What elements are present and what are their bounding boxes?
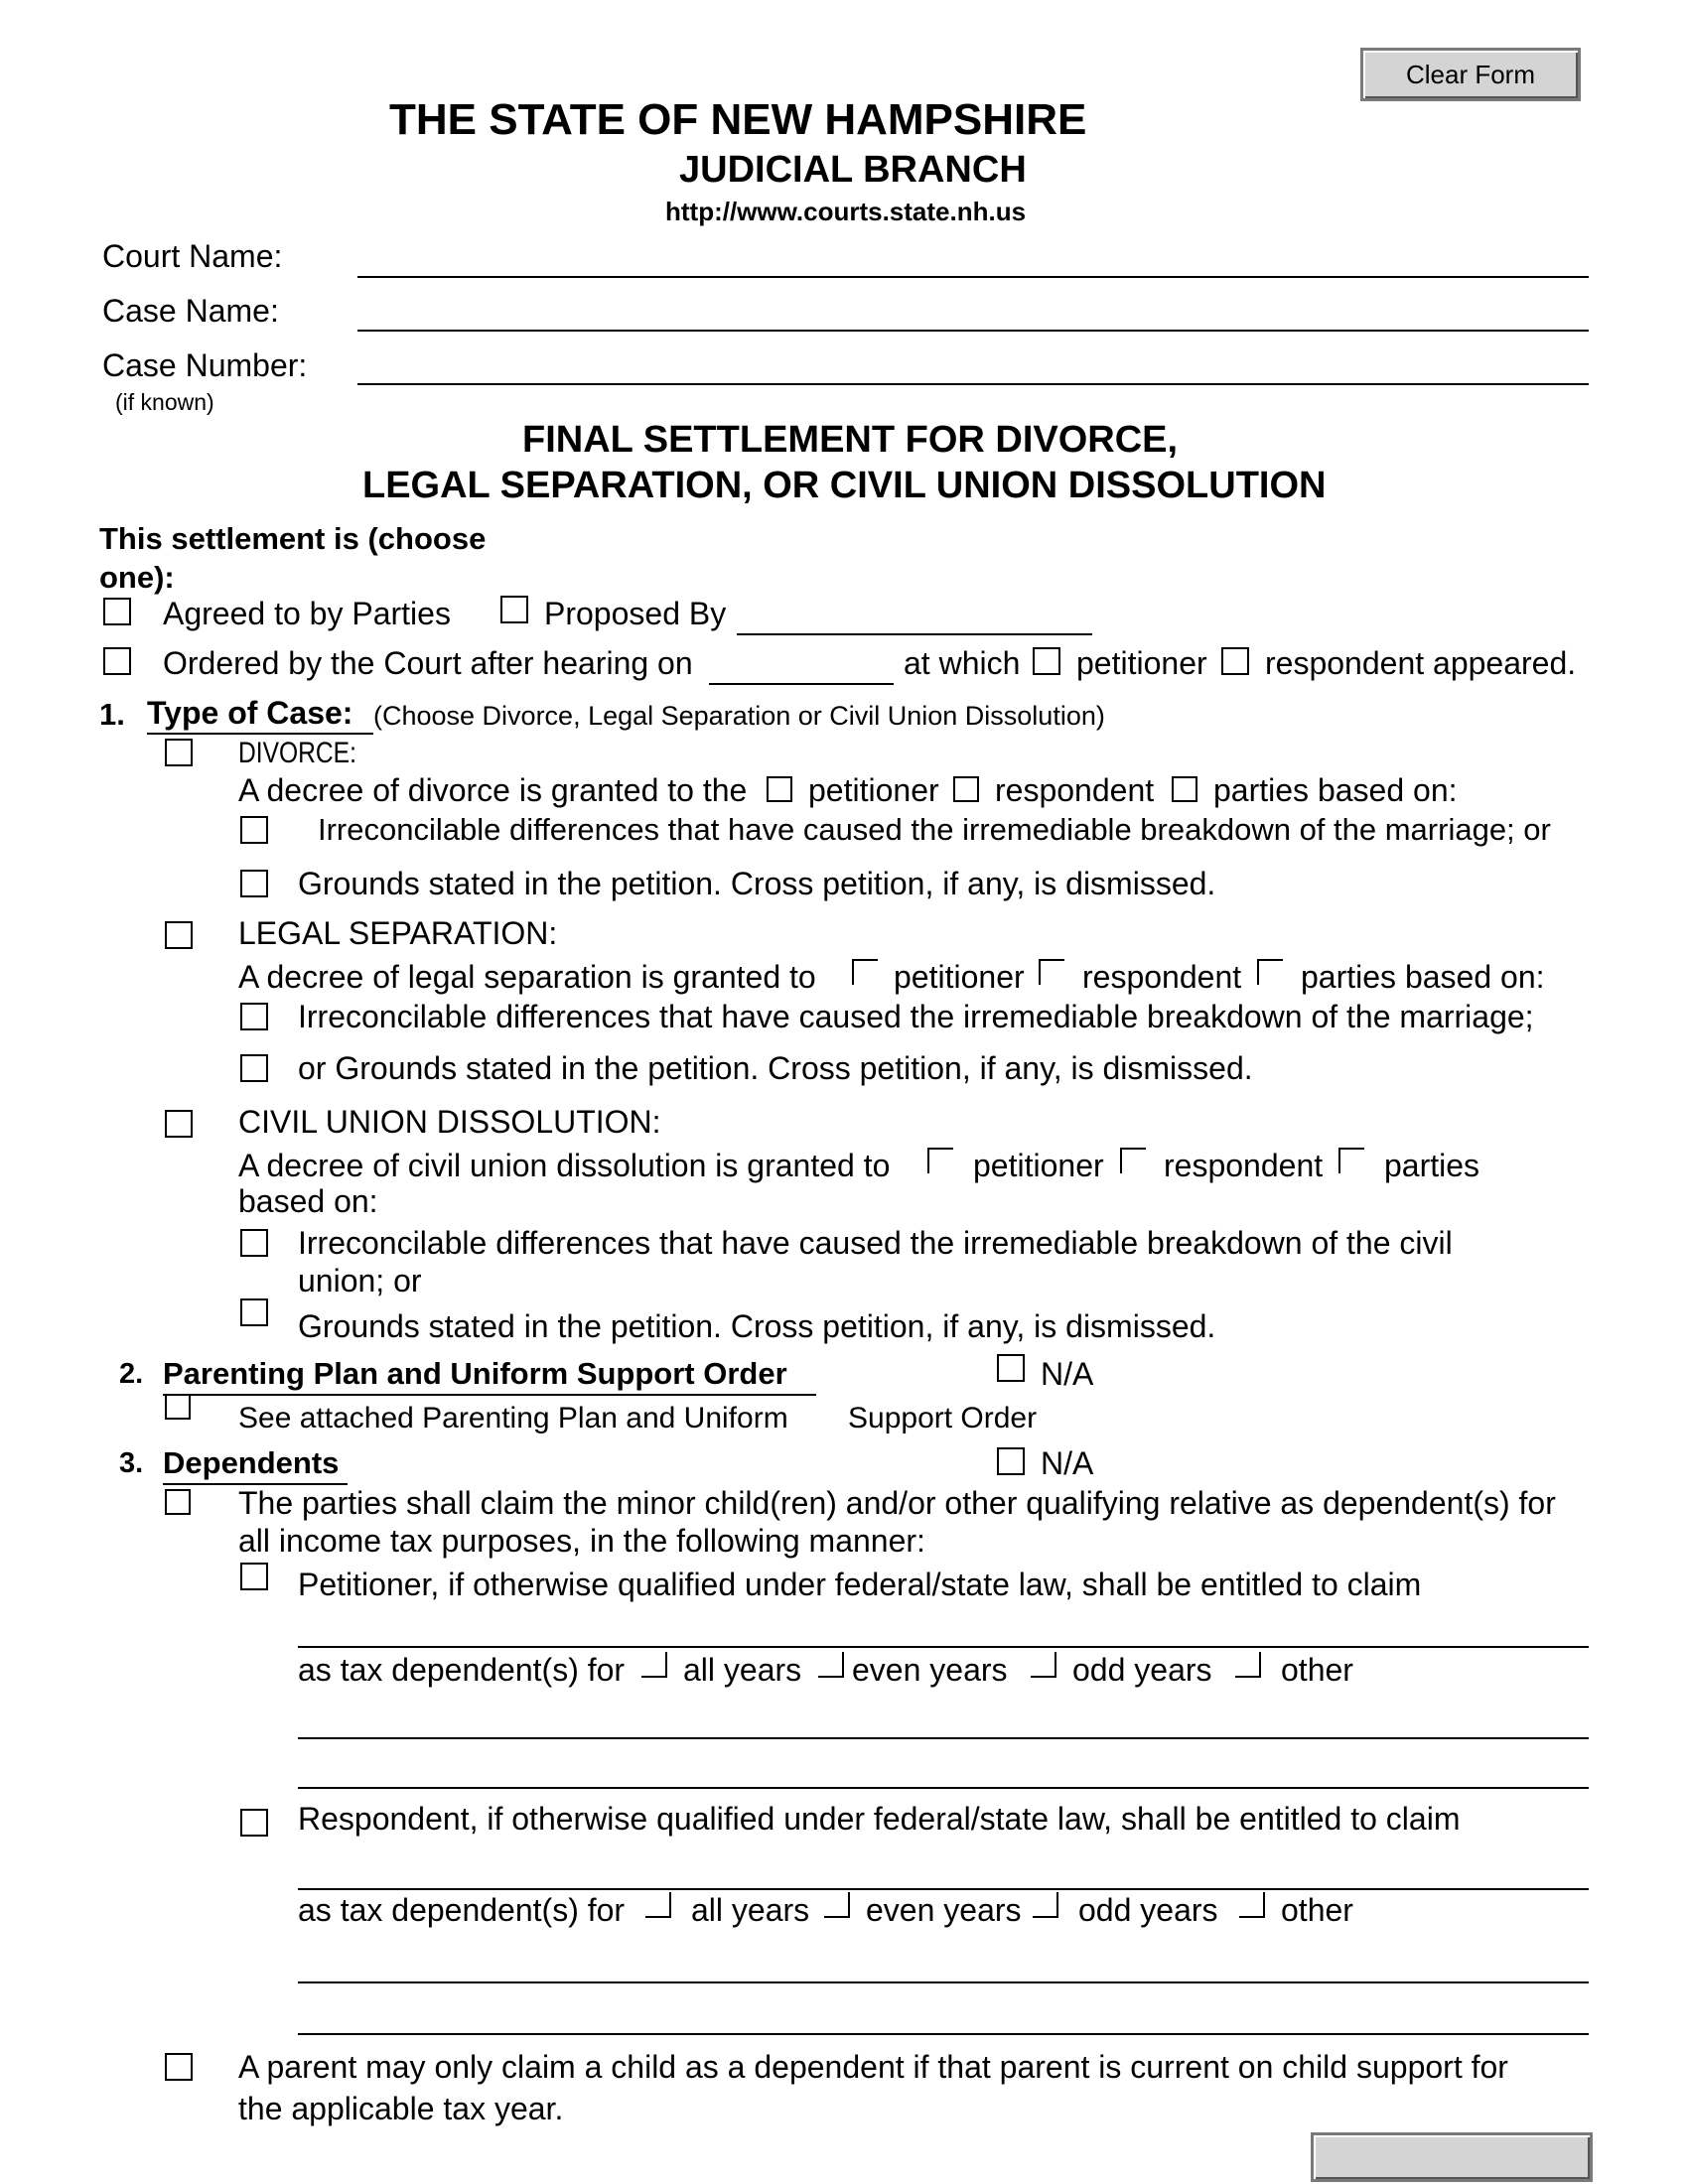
divorce-checkbox[interactable]: [165, 739, 193, 766]
civil-union-irreconcilable-text-cont: union; or: [298, 1263, 422, 1298]
if-known-note: (if known): [115, 389, 214, 415]
civil-union-petitioner-checkbox[interactable]: [927, 1148, 953, 1173]
branch-heading: JUDICIAL BRANCH: [679, 149, 1027, 191]
hearing-date-field[interactable]: [709, 649, 894, 685]
parenting-plan-text: See attached Parenting Plan and Uniform: [238, 1402, 788, 1434]
civil-union-grounds-checkbox[interactable]: [240, 1298, 268, 1326]
ordered-label: Ordered by the Court after hearing on: [163, 645, 693, 681]
respondent-all-years-checkbox[interactable]: [645, 1892, 671, 1918]
section3-na-checkbox[interactable]: [997, 1447, 1025, 1475]
divorce-petitioner-checkbox[interactable]: [767, 776, 792, 802]
separation-grounds-checkbox[interactable]: [240, 1054, 268, 1082]
case-number-field[interactable]: [357, 349, 1589, 385]
proposed-label: Proposed By: [544, 596, 727, 631]
proposed-checkbox[interactable]: [500, 596, 528, 623]
support-order-text: Support Order: [848, 1402, 1038, 1434]
section2-na-checkbox[interactable]: [997, 1354, 1025, 1382]
section2-underline: [163, 1394, 816, 1396]
petitioner-appeared-label: petitioner: [1076, 645, 1207, 681]
divorce-parties-checkbox[interactable]: [1172, 776, 1197, 802]
divorce-parties-label: parties based on:: [1213, 772, 1458, 808]
petitioner-other-field-1[interactable]: [298, 1704, 1589, 1739]
petitioner-tax-for-label: as tax dependent(s) for: [298, 1652, 626, 1688]
form-title-line1: FINAL SETTLEMENT FOR DIVORCE,: [522, 419, 1179, 461]
separation-petitioner-label: petitioner: [894, 959, 1025, 995]
ordered-checkbox[interactable]: [103, 647, 131, 675]
respondent-appeared-label: respondent appeared.: [1265, 645, 1577, 681]
section2-na-label: N/A: [1041, 1356, 1094, 1392]
civil-union-based-on: based on:: [238, 1183, 378, 1219]
court-url[interactable]: http://www.courts.state.nh.us: [665, 197, 1027, 226]
petitioner-appeared-checkbox[interactable]: [1033, 647, 1060, 675]
section3-na-label: N/A: [1041, 1445, 1094, 1481]
section2-number: 2.: [119, 1358, 144, 1390]
civil-union-label: CIVIL UNION DISSOLUTION:: [238, 1104, 661, 1140]
separation-decree-text: A decree of legal separation is granted to: [238, 959, 816, 995]
respondent-appeared-checkbox[interactable]: [1221, 647, 1249, 675]
separation-irreconcilable-checkbox[interactable]: [240, 1003, 268, 1030]
case-name-field[interactable]: [357, 296, 1589, 332]
respondent-other-field-2[interactable]: [298, 1999, 1589, 2035]
separation-irreconcilable-text: Irreconcilable differences that have caused the irremediable breakdown of the marriage;: [298, 999, 1534, 1034]
separation-grounds-text: or Grounds stated in the petition. Cross petition, if any, is dismissed.: [298, 1050, 1253, 1086]
divorce-decree-text: A decree of divorce is granted to the: [238, 772, 748, 808]
petitioner-all-years-checkbox[interactable]: [641, 1652, 667, 1678]
dependents-checkbox[interactable]: [165, 1489, 191, 1515]
dependents-intro: The parties shall claim the minor child(ren) and/or other qualifying relative as dependent(s) for: [238, 1485, 1556, 1521]
petitioner-dependents-field[interactable]: [298, 1612, 1589, 1648]
form-title-line2: LEGAL SEPARATION, OR CIVIL UNION DISSOLUTION: [362, 465, 1327, 506]
civil-union-decree-text: A decree of civil union dissolution is granted to: [238, 1148, 891, 1183]
divorce-irreconcilable-checkbox[interactable]: [240, 816, 268, 844]
parenting-plan-checkbox[interactable]: [165, 1394, 191, 1420]
child-support-current-text: A parent may only claim a child as a dependent if that parent is current on child support for: [238, 2049, 1508, 2085]
petitioner-even-years-checkbox[interactable]: [818, 1652, 844, 1678]
agreed-checkbox[interactable]: [103, 598, 131, 625]
section1-note: (Choose Divorce, Legal Separation or Civil Union Dissolution): [373, 701, 1105, 731]
respondent-other-checkbox[interactable]: [1239, 1892, 1265, 1918]
respondent-even-years-label: even years: [866, 1892, 1022, 1928]
respondent-claim-text: Respondent, if otherwise qualified under federal/state law, shall be entitled to claim: [298, 1801, 1461, 1837]
divorce-grounds-text: Grounds stated in the petition. Cross petition, if any, is dismissed.: [298, 866, 1216, 901]
petitioner-all-years-label: all years: [683, 1652, 802, 1688]
clear-form-button[interactable]: Clear Form: [1360, 48, 1581, 101]
civil-union-irreconcilable-text: Irreconcilable differences that have caused the irremediable breakdown of the civil: [298, 1225, 1453, 1261]
civil-union-respondent-label: respondent: [1164, 1148, 1324, 1183]
section1-number: 1.: [99, 697, 125, 732]
petitioner-other-label: other: [1281, 1652, 1353, 1688]
case-name-label: Case Name:: [102, 293, 279, 329]
divorce-petitioner-label: petitioner: [808, 772, 939, 808]
settlement-heading-cont: one):: [99, 560, 175, 595]
civil-union-respondent-checkbox[interactable]: [1120, 1148, 1146, 1173]
child-support-current-checkbox[interactable]: [165, 2053, 193, 2081]
civil-union-parties-checkbox[interactable]: [1338, 1148, 1364, 1173]
section1-underline: [147, 733, 373, 735]
state-heading: THE STATE OF NEW HAMPSHIRE: [389, 95, 1087, 144]
respondent-other-label: other: [1281, 1892, 1353, 1928]
divorce-respondent-checkbox[interactable]: [953, 776, 979, 802]
section1-heading: Type of Case:: [147, 695, 353, 731]
proposed-by-field[interactable]: [737, 600, 1092, 635]
divorce-grounds-checkbox[interactable]: [240, 870, 268, 897]
divorce-label: DIVORCE:: [238, 737, 356, 769]
respondent-odd-years-checkbox[interactable]: [1033, 1892, 1058, 1918]
petitioner-other-field-2[interactable]: [298, 1753, 1589, 1789]
civil-union-parties-label: parties: [1384, 1148, 1480, 1183]
separation-parties-checkbox[interactable]: [1257, 959, 1283, 985]
case-number-label: Case Number:: [102, 347, 308, 383]
at-which-label: at which: [904, 645, 1021, 681]
respondent-all-years-label: all years: [691, 1892, 810, 1928]
petitioner-odd-years-checkbox[interactable]: [1031, 1652, 1056, 1678]
section2-heading: Parenting Plan and Uniform Support Order: [163, 1356, 787, 1391]
separation-respondent-checkbox[interactable]: [1039, 959, 1064, 985]
divorce-respondent-label: respondent: [995, 772, 1155, 808]
petitioner-other-checkbox[interactable]: [1235, 1652, 1261, 1678]
child-support-current-text-cont: the applicable tax year.: [238, 2091, 564, 2126]
petitioner-claim-checkbox[interactable]: [240, 1563, 268, 1590]
legal-separation-checkbox[interactable]: [165, 921, 193, 949]
civil-union-checkbox[interactable]: [165, 1110, 193, 1138]
separation-parties-label: parties based on:: [1301, 959, 1545, 995]
settlement-heading: This settlement is (choose: [99, 521, 487, 556]
court-name-label: Court Name:: [102, 238, 283, 274]
civil-union-grounds-text: Grounds stated in the petition. Cross petition, if any, is dismissed.: [298, 1308, 1216, 1344]
respondent-dependents-field[interactable]: [298, 1854, 1589, 1890]
respondent-tax-for-label: as tax dependent(s) for: [298, 1892, 626, 1928]
respondent-other-field-1[interactable]: [298, 1948, 1589, 1983]
legal-separation-label: LEGAL SEPARATION:: [238, 915, 558, 951]
section3-heading: Dependents: [163, 1445, 340, 1480]
respondent-even-years-checkbox[interactable]: [824, 1892, 850, 1918]
petitioner-odd-years-label: odd years: [1072, 1652, 1212, 1688]
agreed-label: Agreed to by Parties: [163, 596, 451, 631]
separation-petitioner-checkbox[interactable]: [852, 959, 878, 985]
petitioner-even-years-label: even years: [852, 1652, 1008, 1688]
page-action-button[interactable]: [1311, 2132, 1593, 2182]
civil-union-petitioner-label: petitioner: [973, 1148, 1104, 1183]
respondent-claim-checkbox[interactable]: [240, 1809, 268, 1837]
separation-respondent-label: respondent: [1082, 959, 1242, 995]
petitioner-claim-text: Petitioner, if otherwise qualified under federal/state law, shall be entitled to claim: [298, 1567, 1422, 1602]
dependents-intro-cont: all income tax purposes, in the following manner:: [238, 1523, 925, 1559]
civil-union-irreconcilable-checkbox[interactable]: [240, 1229, 268, 1257]
section3-number: 3.: [119, 1447, 144, 1479]
divorce-irreconcilable-text: Irreconcilable differences that have caused the irremediable breakdown of the marriage; or: [318, 812, 1551, 847]
court-name-field[interactable]: [357, 242, 1589, 278]
respondent-odd-years-label: odd years: [1078, 1892, 1218, 1928]
